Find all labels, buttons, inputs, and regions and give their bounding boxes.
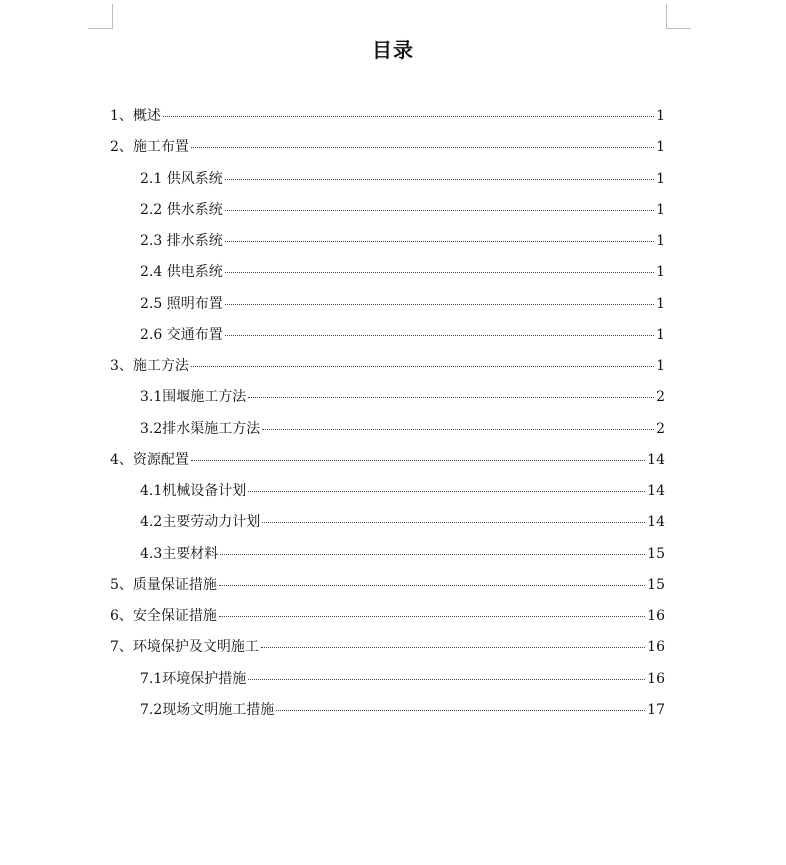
toc-entry[interactable]: [110, 510, 665, 541]
toc-entry-page-number: 15: [647, 545, 665, 562]
toc-entry-page-number: 17: [647, 701, 665, 718]
toc-entry-label: 4.1机械设备计划: [140, 483, 247, 499]
toc-dot-leader: [191, 147, 654, 148]
toc-entry-label: 7、环境保护及文明施工: [110, 639, 259, 656]
toc-dot-leader: [262, 522, 645, 523]
toc-entry-label: 6、安全保证措施: [110, 608, 217, 624]
toc-entry[interactable]: [110, 198, 665, 229]
toc-entry-label: 3.2排水渠施工方法: [140, 420, 261, 437]
toc-entry[interactable]: [110, 573, 665, 604]
toc-entry-page-number: 16: [647, 670, 665, 687]
toc-entry[interactable]: [110, 292, 665, 323]
toc-entry-page-number: 1: [656, 358, 665, 374]
toc-entry-label: 3、施工方法: [110, 358, 189, 374]
toc-dot-leader: [276, 710, 645, 711]
toc-entry-label: 4.2主要劳动力计划: [140, 514, 261, 531]
toc-entry-label: 5、质量保证措施: [110, 576, 217, 593]
page-corner-mark-top-right: [666, 4, 691, 29]
toc-dot-leader: [262, 429, 654, 430]
toc-dot-leader: [225, 179, 654, 180]
toc-dot-leader: [219, 616, 645, 617]
toc-entry-label: 4、资源配置: [110, 451, 189, 468]
toc-entry-label: 2.4 供电系统: [140, 264, 223, 281]
toc-entry[interactable]: [110, 354, 665, 385]
toc-dot-leader: [163, 116, 654, 117]
toc-dot-leader: [191, 366, 654, 367]
toc-entry-page-number: 1: [656, 139, 665, 156]
toc-entry[interactable]: [110, 417, 665, 448]
toc-entry[interactable]: [110, 698, 665, 729]
toc-entry-page-number: 1: [656, 108, 665, 124]
toc-entry-label: 2.1 供风系统: [140, 170, 223, 187]
toc-entry[interactable]: [110, 604, 665, 635]
toc-entry-label: 2.6 交通布置: [140, 326, 223, 343]
toc-entry-label: 2.2 供水系统: [140, 201, 223, 218]
toc-dot-leader: [225, 272, 654, 273]
toc-entry[interactable]: [110, 479, 665, 510]
toc-entry[interactable]: [110, 260, 665, 291]
toc-dot-leader: [225, 335, 654, 336]
toc-dot-leader: [220, 554, 645, 555]
toc-entry-page-number: 1: [656, 264, 665, 281]
toc-entry-page-number: 14: [647, 514, 665, 531]
toc-entry-label: 2.5 照明布置: [140, 295, 223, 312]
toc-entry[interactable]: [110, 104, 665, 135]
toc-entry-page-number: 14: [647, 483, 665, 499]
toc-dot-leader: [248, 491, 645, 492]
toc-dot-leader: [225, 241, 654, 242]
toc-entry-page-number: 14: [647, 451, 665, 468]
toc-entry-page-number: 1: [656, 295, 665, 312]
toc-dot-leader: [225, 210, 654, 211]
toc-dot-leader: [248, 397, 654, 398]
toc-entry-label: 2.3 排水系统: [140, 233, 223, 249]
toc-entry[interactable]: [110, 448, 665, 479]
toc-entry-label: 7.2现场文明施工措施: [140, 701, 275, 718]
toc-entry-page-number: 16: [647, 639, 665, 656]
toc-entry[interactable]: [110, 667, 665, 698]
toc-dot-leader: [191, 460, 645, 461]
toc-entry[interactable]: [110, 385, 665, 416]
toc-entry[interactable]: [110, 167, 665, 198]
toc-dot-leader: [225, 304, 654, 305]
toc-entry[interactable]: [110, 542, 665, 573]
toc-entry-page-number: 1: [656, 201, 665, 218]
toc-entry-page-number: 16: [647, 608, 665, 624]
toc-entry-label: 4.3主要材料: [140, 545, 219, 562]
page-corner-mark-top-left: [88, 4, 113, 29]
toc-entry-page-number: 1: [656, 326, 665, 343]
toc-entry[interactable]: [110, 229, 665, 260]
table-of-contents: [110, 104, 665, 729]
toc-dot-leader: [261, 647, 645, 648]
toc-entry-page-number: 15: [647, 576, 665, 593]
toc-entry-page-number: 1: [656, 170, 665, 187]
toc-dot-leader: [219, 585, 645, 586]
toc-dot-leader: [248, 679, 645, 680]
toc-entry[interactable]: [110, 135, 665, 166]
toc-entry-label: 7.1环境保护措施: [140, 670, 247, 687]
toc-entry-page-number: 1: [656, 233, 665, 249]
toc-entry-label: 3.1围堰施工方法: [140, 389, 247, 406]
toc-entry[interactable]: [110, 635, 665, 666]
toc-entry-page-number: 2: [656, 420, 665, 437]
toc-entry-page-number: 2: [656, 389, 665, 406]
toc-title: 目录: [372, 38, 414, 62]
toc-entry-label: 1、概述: [110, 108, 161, 124]
toc-entry[interactable]: [110, 323, 665, 354]
toc-entry-label: 2、施工布置: [110, 139, 189, 156]
